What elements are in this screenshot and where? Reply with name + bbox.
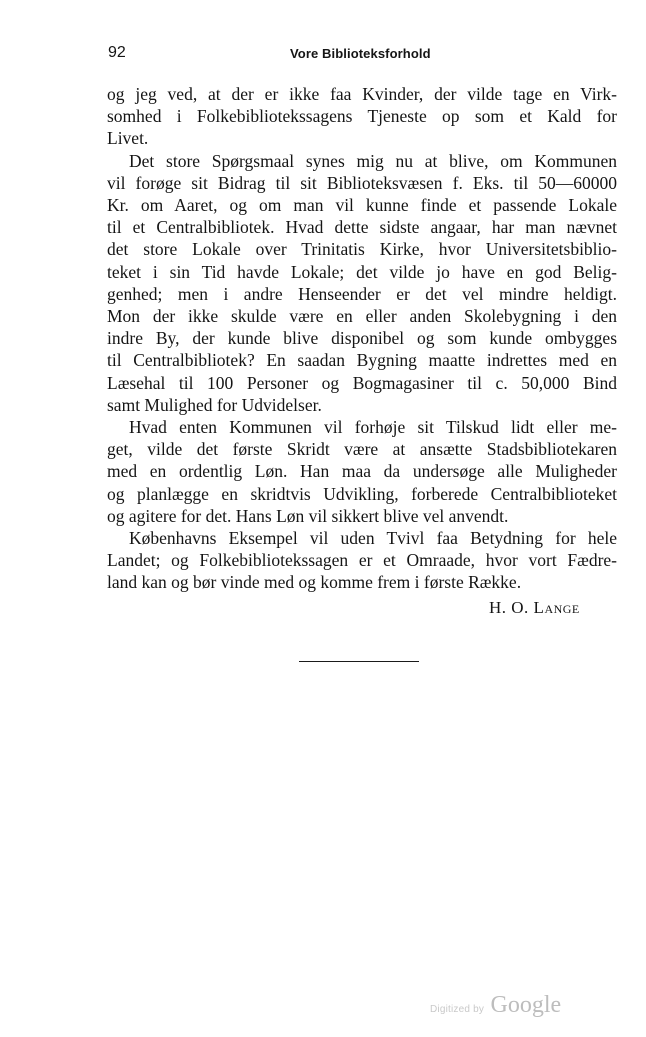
text-line: det store Lokale over Trinitatis Kirke, hvor Universitetsbiblio- <box>107 239 617 260</box>
text-line: Kr. om Aaret, og om man vil kunne finde et passende Lokale <box>107 195 617 216</box>
text-line: Livet. <box>107 128 149 149</box>
running-title: Vore Biblioteksforhold <box>290 46 431 61</box>
body-text <box>107 83 617 594</box>
text-line: til Centralbibliotek? En saadan Bygning maatte indrettes med en <box>107 350 617 371</box>
text-line: genhed; men i andre Henseender er det vel mindre heldigt. <box>107 283 617 304</box>
watermark-prefix: Digitized by <box>430 1004 485 1015</box>
text-line: og jeg ved, at der er ikke faa Kvinder, der vilde tage en Virk- <box>107 84 617 104</box>
text-line: vil forøge sit Bidrag til sit Biblioteksvæsen f. Eks. til 50—60000 <box>107 172 617 193</box>
text-line: indre By, der kunde blive disponibel og som kunde ombygges <box>107 328 617 349</box>
text-line: get, vilde det første Skridt være at ansætte Stadsbibliotekaren <box>107 439 617 460</box>
text-line: Læsehal til 100 Personer og Bogmagasiner til c. 50,000 Bind <box>107 372 617 393</box>
text-line: Mon der ikke skulde være en eller anden Skolebygning i den <box>107 306 617 327</box>
text-line: og agitere for det. Hans Løn vil sikkert blive vel anvendt. <box>107 505 509 526</box>
text-line: somhed i Folkebibliotekssagens Tjeneste op som et Kald for <box>107 106 617 127</box>
paragraph-1 <box>107 83 617 150</box>
text-line: til et Centralbibliotek. Hvad dette sidste angaar, har man nævnet <box>107 217 617 238</box>
text-line: teket i sin Tid havde Lokale; det vilde jo have en god Belig- <box>107 261 617 282</box>
text-line: Hvad enten Kommunen vil forhøje sit Tilskud lidt eller me- <box>129 417 617 438</box>
text-line: land kan og bør vinde med og komme frem i første Række. <box>107 572 522 593</box>
paragraph-2 <box>107 150 617 416</box>
digitized-watermark <box>430 992 561 1019</box>
text-line: med en ordentlig Løn. Han maa da undersøge alle Muligheder <box>107 461 617 482</box>
google-logo: Google <box>490 992 562 1018</box>
paragraph-4 <box>107 527 617 594</box>
text-line: samt Mulighed for Udvidelser. <box>107 394 322 415</box>
page-number: 92 <box>108 44 126 61</box>
text-line: Landet; og Folkebibliotekssagen er et Omraade, hvor vort Fædre- <box>107 550 617 571</box>
text-line: Københavns Eksempel vil uden Tvivl faa Betydning for hele <box>129 528 617 549</box>
text-line: Det store Spørgsmaal synes mig nu at blive, om Kommunen <box>129 150 617 171</box>
paragraph-3 <box>107 416 617 527</box>
text-line: og planlægge en skridtvis Udvikling, forberede Centralbiblioteket <box>107 483 617 504</box>
section-divider <box>299 661 419 662</box>
author-signature: H. O. Lange <box>489 598 580 617</box>
